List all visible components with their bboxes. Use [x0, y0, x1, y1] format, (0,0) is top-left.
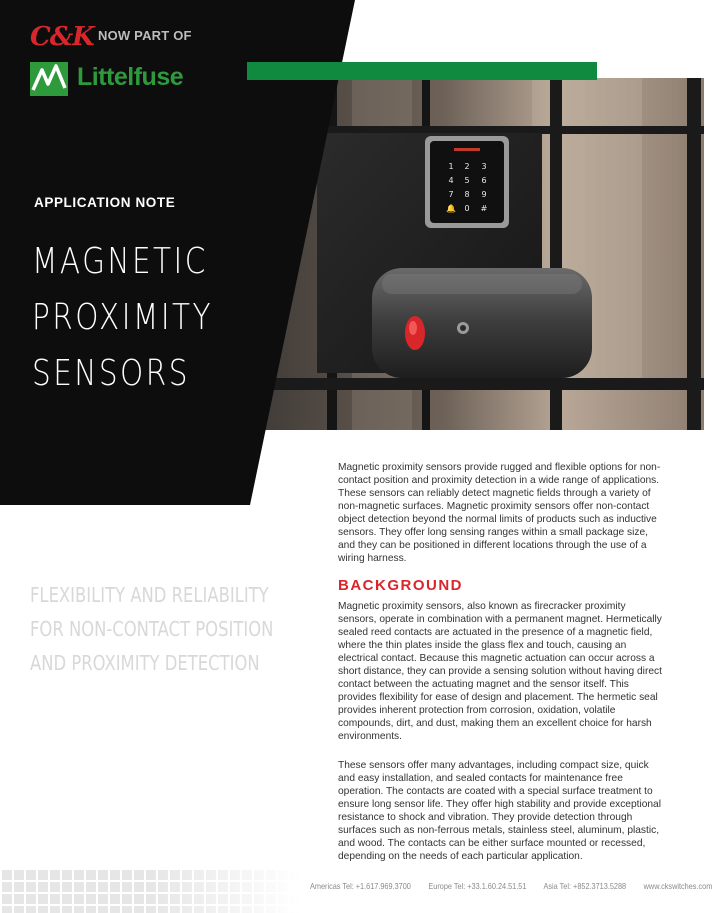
now-part-of-label: NOW PART OF: [98, 28, 192, 43]
footer-asia: Asia Tel: +852.3713.5288: [543, 881, 627, 891]
footer-pattern-fade: [150, 868, 300, 913]
keypad-key: 0: [464, 204, 470, 213]
footer-website[interactable]: www.ckswitches.com: [643, 881, 713, 891]
title-line: MAGNETIC: [32, 241, 208, 282]
background-heading: BACKGROUND: [338, 577, 463, 594]
title-line: PROXIMITY: [32, 297, 213, 338]
keypad-key: 2: [464, 162, 470, 171]
ck-logo: C&K: [30, 22, 94, 52]
subtitle: FLEXIBILITY AND RELIABILITY FOR NON-CONTACT POSITION AND PROXIMITY DETECTION: [30, 583, 274, 675]
intro-paragraph: Magnetic proximity sensors provide rugged and flexible options for non-contact position and proximity detection in a wide range of applications. These sensors can reliably detect magnetic fields through a variety of non-magnetic surfaces. Magnetic proximity sensors offer non-contact object detection beyond the normal limits of products such as inductive sensors. They offer long sensing ranges within a small package size, and they can be positioned in different locations through the use of a wiring harness.: [338, 462, 661, 564]
keypad-key: #: [480, 204, 488, 213]
application-note-label: APPLICATION NOTE: [34, 195, 176, 210]
littelfuse-icon: [30, 62, 68, 96]
keypad-key: 6: [481, 176, 487, 185]
keypad-key: 8: [464, 190, 470, 199]
keypad-key: 9: [481, 190, 487, 199]
littelfuse-logo: Littelfuse: [77, 63, 184, 91]
background-paragraph-2: These sensors offer many advantages, including compact size, quick and easy installation, and sealed contacts for maintenance free operation. The contacts are coated with a special surface treatment to ensure long sensor life. They offer high stability and provide exceptional resistance to shock and vibration. They provide detection through surfaces such as non-ferrous metals, stainless steel, aluminum, plastic, and wood. The contacts can be either surface mounted or recessed, depending on the needs of each particular application.: [338, 760, 661, 862]
green-accent-bar: [247, 62, 597, 80]
keypad-key: 7: [448, 190, 454, 199]
keypad-key: 3: [481, 162, 487, 171]
page-title: [32, 234, 213, 402]
keypad-key: 4: [448, 176, 454, 185]
keypad-key: 5: [464, 176, 470, 185]
background-paragraph-1: Magnetic proximity sensors, also known as firecracker proximity sensors, operate in combination with a permanent magnet. Hermetically sealed reed contacts are actuated in the presence of a magnetic field, where the thin plates inside the glass flex and touch, causing an electrical contact. Because this magnetic actuation can occur across a short distance, they can provide a sensing solution without having direct contact between the actuating magnet and the sensor itself. This provides flexibility for ease of design and placement. The hermetic seal provides inherent protection from corrosion, oxidation, volatile compounds, dirt, and dust, making them an excellent choice for harsh environments.: [338, 601, 662, 742]
title-line: SENSORS: [32, 353, 190, 394]
footer-contacts: [310, 881, 728, 891]
footer-americas: Americas Tel: +1.617.969.3700: [310, 881, 411, 891]
keypad-key: 🔔: [446, 204, 456, 213]
footer-europe: Europe Tel: +33.1.60.24.51.51: [428, 881, 527, 891]
keypad-key: 1: [448, 162, 454, 171]
